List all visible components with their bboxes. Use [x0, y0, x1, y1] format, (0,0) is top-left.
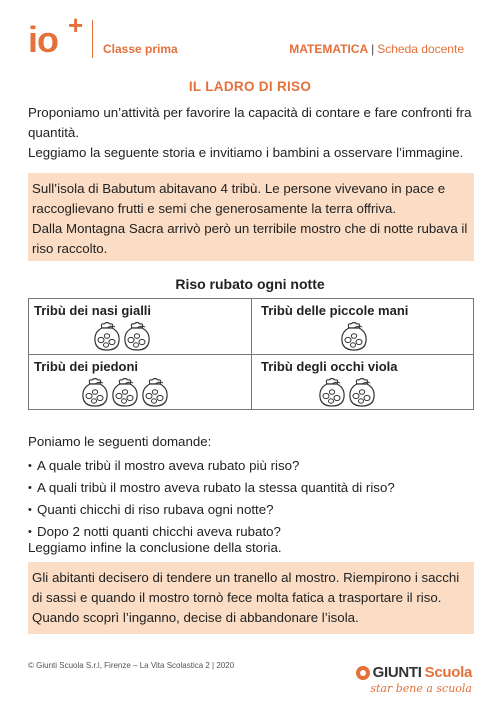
questions-intro: Poniamo le seguenti domande:: [28, 434, 212, 449]
table-cell: [252, 299, 473, 354]
tribe-rice-table: [28, 298, 474, 410]
tribe-name: Tribù degli occhi viola: [261, 359, 398, 374]
brand-main: GIUNTI: [372, 664, 422, 681]
rice-sack-icon: [109, 375, 141, 409]
tribe-name: Tribù dei nasi gialli: [34, 303, 152, 318]
sheet-type: Scheda docente: [377, 42, 464, 56]
subject-label: [289, 42, 464, 56]
sack-group: [79, 375, 169, 409]
rice-sack-icon: [79, 375, 111, 409]
page-title: IL LADRO DI RISO: [188, 79, 312, 94]
intro-line-1: Proponiamo un’attività per favorire la capacità di contare e fare confronti fra quantità.: [28, 105, 472, 140]
sack-group: [91, 319, 151, 353]
rice-sack-icon: [139, 375, 171, 409]
table-title: Riso rubato ogni notte: [175, 276, 325, 292]
question-item: • A quali tribù il mostro aveva rubato la stessa quantità di riso?: [28, 477, 478, 499]
brand-tagline: star bene a scuola: [370, 682, 472, 695]
sack-group: [338, 319, 368, 353]
intro-line-2: Leggiamo la seguente storia e invitiamo i bambini a osservare l’immagine.: [28, 145, 464, 160]
story-box-ending: [28, 562, 474, 634]
table-cell: [252, 355, 473, 409]
story-box-beginning: [28, 173, 474, 261]
rice-sack-icon: [346, 375, 378, 409]
logo-text: io: [28, 19, 58, 60]
giunti-scuola-logo: [356, 664, 472, 695]
question-item: • Dopo 2 notti quanti chicchi aveva rubato?: [28, 521, 478, 543]
brand-name: [356, 664, 472, 681]
table-cell: [29, 299, 251, 354]
page-header: [0, 0, 500, 72]
brand-accent: Scuola: [424, 664, 472, 681]
rice-sack-icon: [91, 319, 123, 353]
story-paragraph: Sull’isola di Babutum abitavano 4 tribù. Le persone vivevano in pace e raccoglievano frutti e semi che generosamente la terra offriva.: [32, 181, 446, 216]
brand-mark-icon: [356, 666, 370, 680]
rice-sack-icon: [316, 375, 348, 409]
story-paragraph: Quando scoprì l’inganno, decise di abbandonare l’isola.: [32, 610, 359, 625]
intro-paragraph: [28, 103, 476, 163]
conclusion-intro: Leggiamo infine la conclusione della storia.: [28, 540, 282, 555]
question-item: • A quale tribù il mostro aveva rubato più riso?: [28, 455, 478, 477]
subject-name: MATEMATICA: [289, 42, 369, 56]
story-paragraph: Dalla Montagna Sacra arrivò però un terribile mostro che di notte rubava il riso raccolto.: [32, 221, 468, 256]
sack-group: [316, 375, 376, 409]
rice-sack-icon: [121, 319, 153, 353]
question-item: • Quanti chicchi di riso rubava ogni notte?: [28, 499, 478, 521]
class-label: Classe prima: [103, 42, 178, 56]
rice-sack-icon: [338, 319, 370, 353]
copyright-footer: © Giunti Scuola S.r.l, Firenze – La Vita Scolastica 2 | 2020: [28, 661, 235, 670]
io-plus-logo: [28, 10, 84, 64]
header-divider: [92, 20, 93, 58]
questions-list: [28, 455, 478, 543]
tribe-name: Tribù delle piccole mani: [261, 303, 409, 318]
tribe-name: Tribù dei piedoni: [34, 359, 138, 374]
logo-plus: +: [68, 10, 84, 40]
story-paragraph: Gli abitanti decisero di tendere un tranello al mostro. Riempirono i sacchi di sassi e quando il mostro tornò fece molta fatica a trasportare il riso.: [32, 570, 460, 605]
subject-separator: |: [371, 42, 375, 56]
table-cell: [29, 355, 251, 409]
